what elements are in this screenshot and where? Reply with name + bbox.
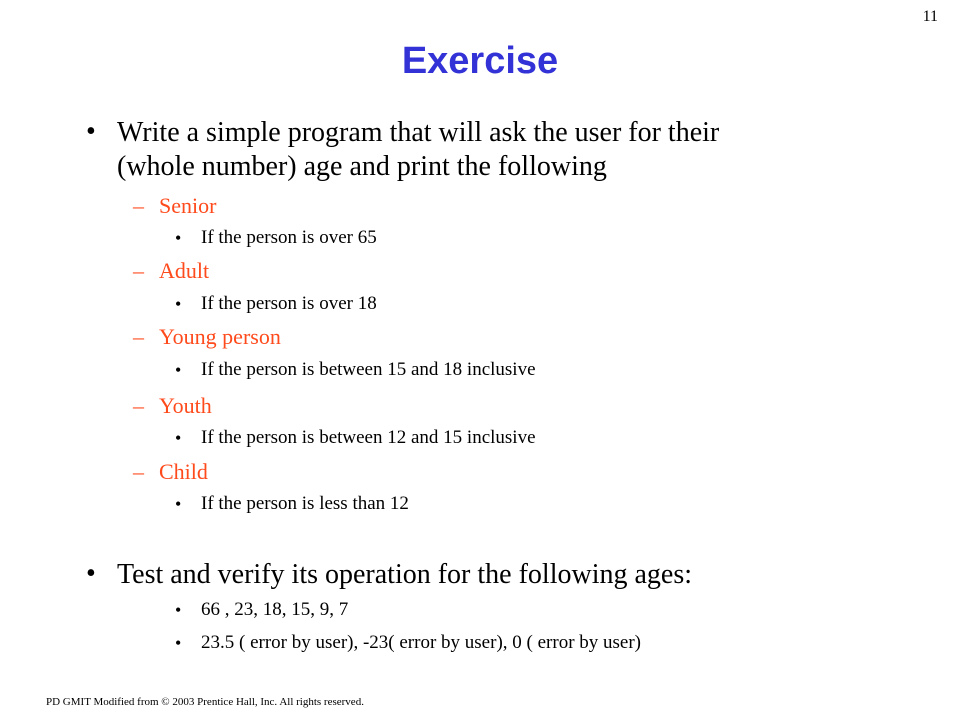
category-detail: If the person is between 15 and 18 inclusive — [201, 359, 536, 380]
bullet-dot-icon: • — [86, 558, 96, 589]
test-ages-errors: 23.5 ( error by user), -23( error by user), 0 ( error by user) — [201, 632, 641, 653]
en-dash-icon: – — [133, 193, 144, 218]
page-number: 11 — [922, 8, 938, 25]
bullet-text-1 — [117, 116, 719, 184]
bullet-dot-icon: • — [175, 494, 182, 514]
bullet-dot-icon: • — [175, 600, 182, 620]
test-ages-valid: 66 , 23, 18, 15, 9, 7 — [201, 599, 349, 620]
bullet-text-1-line1: Write a simple program that will ask the user for their — [117, 117, 720, 148]
en-dash-icon: – — [133, 459, 144, 484]
bullet-dot-icon: • — [175, 228, 182, 248]
category-detail: If the person is less than 12 — [201, 493, 409, 514]
category-detail: If the person is between 12 and 15 inclusive — [201, 427, 536, 448]
category-child — [133, 459, 208, 485]
footer-suffix: 2003 Prentice Hall, Inc. All rights reserved. — [169, 696, 364, 708]
footer-copyright — [46, 696, 364, 708]
category-detail: If the person is over 65 — [201, 227, 377, 248]
category-detail: If the person is over 18 — [201, 293, 377, 314]
category-label: Youth — [159, 393, 212, 418]
bullet-dot-icon: • — [175, 633, 182, 653]
category-youth — [133, 393, 212, 419]
category-senior — [133, 193, 216, 219]
footer-prefix: PD GMIT Modified from — [46, 696, 159, 708]
bullet-text-1-line2: (whole number) age and print the following — [117, 151, 607, 182]
bullet-dot-icon: • — [175, 428, 182, 448]
slide-title: Exercise — [401, 40, 559, 82]
bullet-dot-icon: • — [175, 294, 182, 314]
category-label: Young person — [159, 324, 281, 349]
copyright-icon: © — [161, 696, 170, 708]
category-young-person — [133, 324, 281, 350]
category-label: Senior — [159, 193, 217, 218]
category-label: Adult — [159, 258, 210, 283]
en-dash-icon: – — [133, 324, 144, 349]
bullet-dot-icon: • — [86, 116, 96, 147]
bullet-text-2: Test and verify its operation for the following ages: — [117, 559, 692, 590]
bullet-dot-icon: • — [175, 360, 182, 380]
category-adult — [133, 258, 209, 284]
en-dash-icon: – — [133, 258, 144, 283]
en-dash-icon: – — [133, 393, 144, 418]
category-label: Child — [159, 459, 208, 484]
